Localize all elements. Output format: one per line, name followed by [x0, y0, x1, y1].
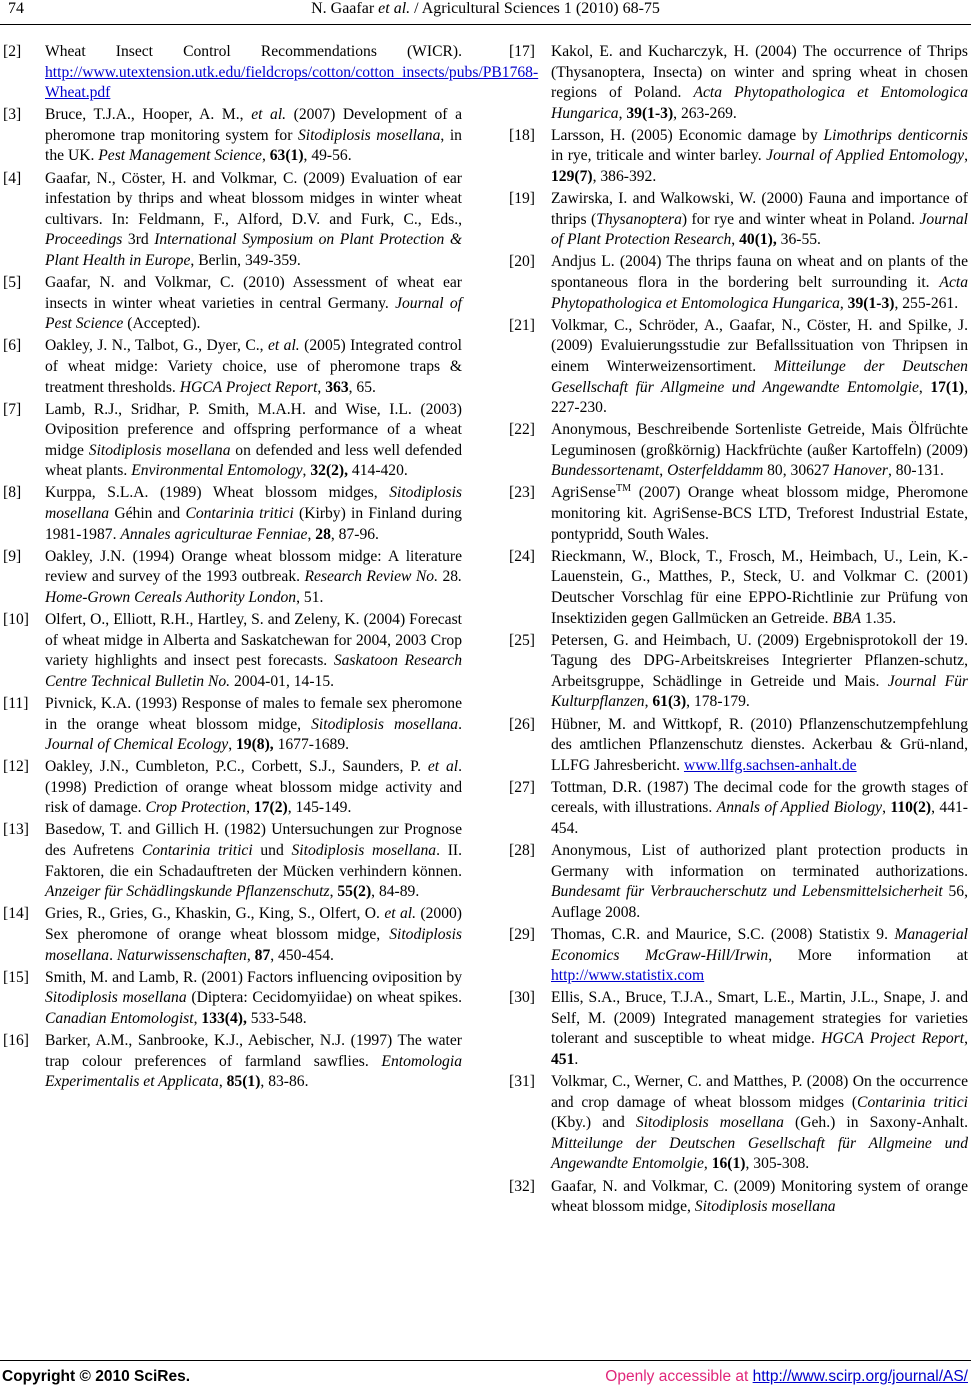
reference-number: [23]: [509, 484, 535, 502]
reference-entry: [509, 631, 968, 713]
reference-text: Basedow, T. and Gillich H. (1982) Untersuchungen zur Prognose des Aufretens Contarinia tritici und Sitodiplosis mosellana. II. Faktoren, die ein Schadauftreten der Mücken verhindern können. Anzeiger für Schädlingskunde Pflanzenschutz, 55(2), 84-89.: [45, 821, 462, 901]
reference-entry: [3, 42, 539, 104]
reference-text: Gries, R., Gries, G., Khaskin, G., King, S., Olfert, O. et al. (2000) Sex pheromone of orange wheat blossom midge, Sitodiplosis mosellana. Naturwissenschaften, 87, 450-454.: [45, 905, 462, 964]
reference-text: Lamb, R.J., Sridhar, P. Smith, M.A.H. and Wise, I.L. (2003) Oviposition preference and offspring performance of a wheat midge Sitodiplosis mosellana on defended and less well defended wheat plants. Environmental Entomology, 32(2), 414-420.: [45, 400, 462, 480]
reference-number: [8]: [3, 484, 22, 502]
reference-number: [4]: [3, 169, 22, 187]
open-access-label: Openly accessible at: [605, 1368, 753, 1385]
reference-number: [29]: [509, 925, 535, 943]
reference-text: Volkmar, C., Werner, C. and Matthes, P. (2008) On the occurrence and crop damage of wheat blossom midges (Contarinia tritici (Kby.) and Sitodiplosis mosellana (Geh.) in Saxony-Anhalt. Mitteilunge der Deutschen Gesellschaft für Allgmeine und Angewandte Entomolgie, 16(1), 305-308.: [551, 1073, 968, 1173]
reference-entry: [3, 968, 462, 1030]
reference-entry: [3, 105, 462, 167]
reference-number: [26]: [509, 715, 535, 733]
reference-entry: [3, 820, 462, 902]
reference-number: [11]: [3, 694, 29, 712]
reference-number: [20]: [509, 253, 535, 271]
reference-number: [6]: [3, 337, 22, 355]
reference-text: Tottman, D.R. (1987) The decimal code for the growth stages of cereals, with illustrations. Annals of Applied Biology, 110(2), 441-454.: [551, 778, 968, 837]
reference-number: [10]: [3, 611, 29, 629]
reference-number: [5]: [3, 274, 22, 292]
reference-link[interactable]: http://www.statistix.com: [551, 967, 705, 985]
reference-text: Oakley, J.N. (1994) Orange wheat blossom midge: A literature review and survey of the 1993 outbreak. Research Review No. 28. Home-Grown Cereals Authority London, 51.: [45, 547, 462, 606]
reference-text: Wheat Insect Control Recommendations (WICR). http://www.utextension.utk.edu/fieldcrops/cotton/cotton_insects/pubs/PB1768-Wheat.pdf: [45, 43, 539, 102]
reference-entry: [3, 694, 462, 756]
references-right-column: [509, 42, 968, 1219]
reference-entry: [509, 316, 968, 419]
reference-text: Thomas, C.R. and Maurice, S.C. (2008) Statistix 9. Managerial Economics McGraw-Hill/Irwin, More information at http://www.statistix.com: [551, 925, 968, 985]
reference-entry: [3, 169, 462, 272]
reference-entry: [3, 757, 462, 819]
reference-entry: [509, 1177, 968, 1218]
reference-entry: [3, 1031, 462, 1093]
reference-text: Bruce, T.J.A., Hooper, A. M., et al. (2007) Development of a pheromone trap monitoring system for Sitodiplosis mosellana, in the UK. Pest Management Science, 63(1), 49-56.: [45, 106, 462, 165]
page-number: 74: [8, 0, 24, 17]
reference-text: Anonymous, Beschreibende Sortenliste Getreide, Mais Ölfrüchte Leguminosen (großkörnig) Hackfrüchte (außer Kartoffeln) (2009) Bundessortenamt, Osterfelddamm 80, 30627 Hanover, 80-131.: [551, 421, 968, 480]
reference-number: [27]: [509, 778, 535, 796]
open-access-notice: [605, 1368, 968, 1386]
reference-entry: [509, 925, 968, 987]
reference-number: [13]: [3, 821, 29, 839]
reference-entry: [509, 420, 968, 482]
reference-number: [25]: [509, 631, 535, 649]
reference-entry: [509, 483, 968, 545]
reference-number: [12]: [3, 758, 29, 776]
reference-entry: [509, 715, 968, 777]
reference-entry: [3, 273, 462, 335]
reference-number: [2]: [3, 43, 22, 60]
reference-text: Oakley, J. N., Talbot, G., Dyer, C., et al. (2005) Integrated control of wheat midge: Variety choice, use of pheromone traps & treatment thresholds. HGCA Project Report, 363, 65.: [45, 337, 462, 396]
copyright-notice: Copyright © 2010 SciRes.: [2, 1368, 191, 1385]
reference-text: Gaafar, N., Cöster, H. and Volkmar, C. (2009) Evaluation of ear infestation by thrips and wheat blossom midges in winter wheat cultivars. In: Feldmann, F., Alford, D.V. and Furk, C., Eds., Proceedings 3rd International Symposium on Plant Protection & Plant Health in Europe, Berlin, 349-359.: [45, 169, 462, 269]
reference-entry: [509, 988, 968, 1070]
reference-entry: [509, 1072, 968, 1175]
reference-entry: [509, 547, 968, 629]
reference-number: [19]: [509, 190, 535, 208]
reference-number: [18]: [509, 126, 535, 144]
header-rule: [0, 24, 971, 25]
reference-entry: [3, 610, 462, 692]
reference-text: Hübner, M. and Wittkopf, R. (2010) Pflanzenschutzempfehlung des amtlichen Pflanzenschutz dienstes. Ackerbau & Grü-nland, LLFG Jahresbericht. www.llfg.sachsen-anhalt.de: [551, 715, 968, 774]
reference-text: AgriSense™ (2007) Orange wheat blossom midge, Pheromone monitoring kit. AgriSense-BCS LTD, Treforest Industrial Estate, pontypridd, South Wales.: [551, 483, 968, 543]
reference-text: Andjus L. (2004) The thrips fauna on wheat and on plants of the spontaneous flora in the bordering belt surrounding it. Acta Phytopathologica et Entomologica Hungarica, 39(1-3), 255-261.: [551, 253, 968, 312]
reference-text: Petersen, G. and Heimbach, U. (2009) Ergebnisprotokoll der 19. Tagung des DPG-Arbeitskreises Integrierter Pflanzen-schutz, Arbeitsgruppe, Schädlinge in Getreide und Mais. Journal Für Kulturpflanzen, 61(3), 178-179.: [551, 631, 968, 711]
reference-entry: [509, 252, 968, 314]
reference-entry: [509, 189, 968, 251]
reference-number: [14]: [3, 905, 29, 923]
reference-text: Pivnick, K.A. (1993) Response of males to female sex pheromone in the orange wheat blossom midge, Sitodiplosis mosellana. Journal of Chemical Ecology, 19(8), 1677-1689.: [45, 694, 462, 754]
reference-text: Gaafar, N. and Volkmar, C. (2009) Monitoring system of orange wheat blossom midge, Sitodiplosis mosellana: [551, 1177, 968, 1216]
reference-entry: [3, 483, 462, 545]
reference-text: Kurppa, S.L.A. (1989) Wheat blossom midges, Sitodiplosis mosellana Géhin and Contarinia tritici (Kirby) in Finland during 1981-1987. Annales agriculturae Fenniae, 28, 87-96.: [45, 484, 462, 543]
reference-entry: [509, 126, 968, 188]
reference-number: [21]: [509, 316, 535, 334]
reference-entry: [509, 841, 968, 923]
journal-link[interactable]: http://www.scirp.org/journal/AS/: [752, 1368, 968, 1385]
reference-text: Volkmar, C., Schröder, A., Gaafar, N., Cöster, H. and Spilke, J. (2009) Evaluierungsstudie zur Befallssituation von Thripsen in einem Winterweizensortiment. Mitteilunge der Deutschen Gesellschaft für Allgmeine und Angewandte Entomolgie, 17(1), 227-230.: [551, 316, 968, 417]
reference-entry: [3, 904, 462, 966]
reference-entry: [3, 547, 462, 609]
reference-text: Ellis, S.A., Bruce, T.J.A., Smart, L.E., Martin, J.L., Snape, J. and Self, M. (2009) Integrated management strategies for varieties tolerant and susceptible to wheat midge. HGCA Project Report, 451.: [551, 989, 968, 1068]
reference-text: Anonymous, List of authorized plant protection products in Germany with information on terminated authorizations. Bundesamt für Verbraucherschutz und Lebensmittelsicherheit 56, Auflage 2008.: [551, 842, 968, 921]
reference-text: Rieckmann, W., Block, T., Frosch, M., Heimbach, U., Lein, K.-Lauenstein, G., Matthes, P., Steck, U. and Volkmar C. (2001) Deutscher Vorschlag für eine EPPO-Richtlinie zur Prüfung von Insektiziden gegen Gallmücken an Getreide. BBA 1.35.: [551, 547, 968, 627]
reference-number: [17]: [509, 43, 535, 60]
reference-number: [22]: [509, 421, 535, 439]
reference-text: Oakley, J.N., Cumbleton, P.C., Corbett, S.J., Saunders, P. et al. (1998) Prediction of orange wheat blossom midge activity and risk of damage. Crop Protection, 17(2), 145-149.: [45, 758, 462, 817]
footer-rule: [0, 1360, 971, 1361]
reference-number: [16]: [3, 1031, 29, 1049]
reference-number: [32]: [509, 1177, 535, 1195]
reference-number: [7]: [3, 400, 22, 418]
reference-entry: [509, 42, 968, 124]
reference-number: [3]: [3, 106, 22, 124]
reference-entry: [509, 778, 968, 840]
reference-entry: [3, 336, 462, 398]
reference-number: [30]: [509, 989, 535, 1007]
reference-text: Olfert, O., Elliott, R.H., Hartley, S. and Zeleny, K. (2004) Forecast of wheat midge in Alberta and Saskatchewan for 2004, 2003 Crop variety highlights and insect pest forecasts. Saskatoon Research Centre Technical Bulletin No. 2004-01, 14-15.: [45, 611, 462, 690]
running-head: N. Gaafar et al. / Agricultural Sciences 1 (2010) 68-75: [311, 0, 660, 17]
reference-number: [31]: [509, 1073, 535, 1091]
reference-text: Zawirska, I. and Walkowski, W. (2000) Fauna and importance of thrips (Thysanoptera) for rye and winter wheat in Poland. Journal of Plant Protection Research, 40(1), 36-55.: [551, 190, 968, 249]
reference-link[interactable]: www.llfg.sachsen-anhalt.de: [683, 756, 857, 774]
reference-number: [15]: [3, 968, 29, 986]
reference-text: Kakol, E. and Kucharczyk, H. (2004) The occurrence of Thrips (Thysanoptera, Insecta) on winter and spring wheat in chosen regions of Poland. Acta Phytopathologica et Entomologica Hungarica, 39(1-3), 263-269.: [551, 43, 968, 122]
reference-number: [28]: [509, 842, 535, 860]
reference-link[interactable]: http://www.utextension.utk.edu/fieldcrops/cotton/cotton_insects/pubs/PB1768-Wheat.pdf: [45, 63, 539, 102]
reference-number: [24]: [509, 547, 535, 565]
reference-text: Larsson, H. (2005) Economic damage by Limothrips denticornis in rye, triticale and winter barley. Journal of Applied Entomology, 129(7), 386-392.: [551, 126, 968, 186]
reference-text: Smith, M. and Lamb, R. (2001) Factors influencing oviposition by Sitodiplosis mosellana (Diptera: Cecidomyiidae) on wheat spikes. Canadian Entomologist, 133(4), 533-548.: [45, 968, 462, 1027]
reference-text: Barker, A.M., Sanbrooke, K.J., Aebischer, N.J. (1997) The water trap colour preferences of farmland sawflies. Entomologia Experimentalis et Applicata, 85(1), 83-86.: [45, 1031, 462, 1091]
reference-entry: [3, 400, 462, 482]
reference-text: Gaafar, N. and Volkmar, C. (2010) Assessment of wheat ear insects in winter wheat varieties in central Germany. Journal of Pest Science (Accepted).: [45, 274, 462, 333]
reference-number: [9]: [3, 547, 22, 565]
